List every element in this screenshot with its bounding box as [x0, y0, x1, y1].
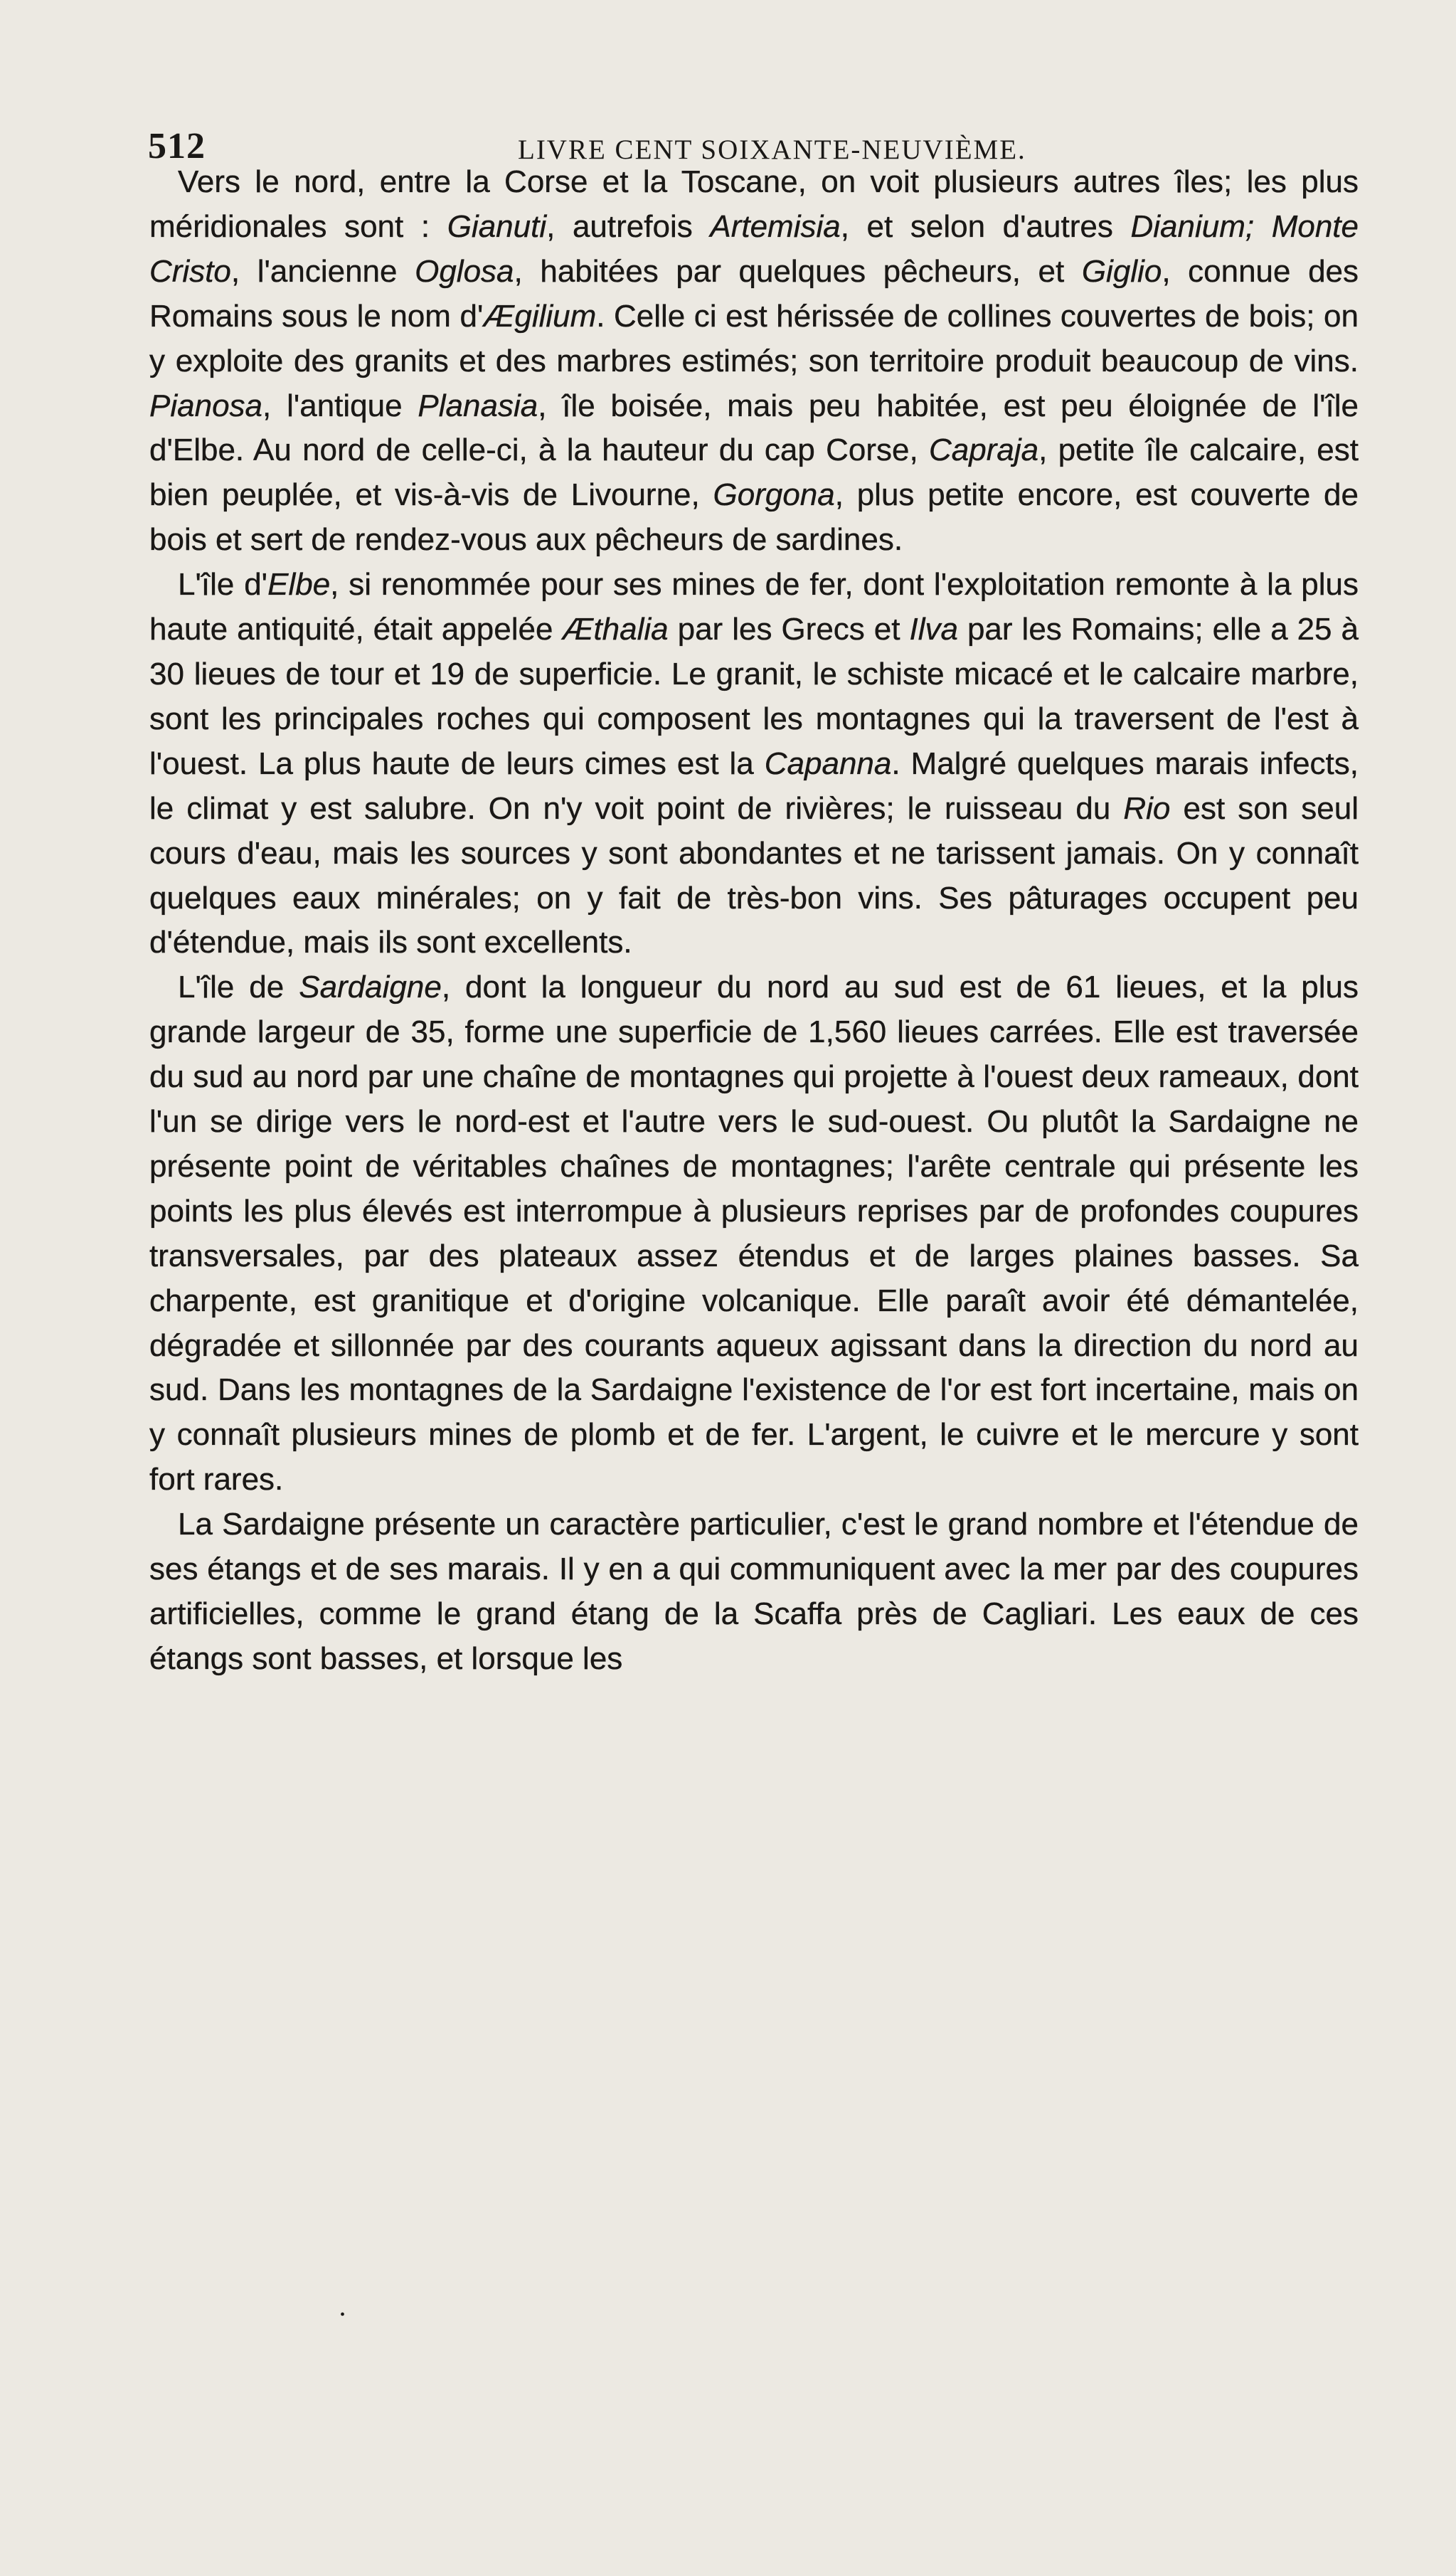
- italic-term: Artemisia: [710, 208, 841, 244]
- paragraph-islands-north: [149, 160, 1359, 563]
- italic-term: Planasia: [418, 388, 538, 423]
- text-run: L'île de: [178, 970, 299, 1005]
- italic-term: Sardaigne: [299, 970, 442, 1005]
- italic-term: Oglosa: [415, 253, 514, 289]
- page-end-mark: •: [340, 2307, 346, 2323]
- italic-term: Capraja: [929, 433, 1039, 468]
- italic-term: Ægilium: [483, 298, 597, 334]
- running-title: LIVRE CENT SOIXANTE-NEUVIÈME.: [518, 134, 1026, 165]
- italic-term: Pianosa: [149, 388, 263, 423]
- text-run: , île boisée, mais peu habitée, est peu éloignée de l'île d'Elbe. Au nord de celle-ci, à la hauteur du cap Corse,: [149, 388, 1359, 468]
- text-run: , petite île calcaire, est bien peuplée, et vis-à-vis de Livourne,: [149, 433, 1359, 513]
- paragraph-sardinia-lakes: [149, 1502, 1359, 1682]
- paragraph-elba: [149, 563, 1359, 965]
- text-run: par les Romains; elle a 25 à 30 lieues de tour et 19 de superficie. Le granit, le schiste micacé et le calcaire marbre, sont les principales roches qui composent les montagnes qui la traversent de l'est à l'ouest. La plus haute de leurs cimes est la: [149, 612, 1359, 781]
- italic-term: Gorgona: [713, 477, 835, 513]
- text-run: . Celle ci est hérissée de collines couvertes de bois; on y exploite des granits et des marbres estimés; son territoire produit beaucoup de vins.: [149, 298, 1359, 378]
- text-run: , et selon d'autres: [840, 208, 1131, 244]
- italic-term: Capanna: [764, 746, 892, 781]
- italic-term: Giglio: [1081, 253, 1162, 289]
- text-run: , l'ancienne: [230, 253, 415, 289]
- text-run: , dont la longueur du nord au sud est de 61 lieues, et la plus grande largeur de 35, forme une superficie de 1,560 lieues carrées. Elle est traversée du sud au nord par une chaîne de montagnes qui projette à l'ouest deux rameaux, dont l'un se dirige vers le nord-est et l'autre vers le sud-ouest. Ou plutôt la Sardaigne ne présente point de véritables chaînes de montagnes; l'arête centrale qui présente les points les plus élevés est interrompue à plusieurs reprises par de profondes coupures transversales, par des plateaux assez étendus et de larges plaines basses. Sa charpente, est granitique et d'origine volcanique. Elle paraît avoir été démantelée, dégradée et sillonnée par des courants aqueux agissant dans la direction du nord au sud. Dans les montagnes de la Sardaigne l'existence de l'or est fort incertaine, mais on y connaît plusieurs mines de plomb et de fer. L'argent, le cuivre et le mercure y sont fort rares.: [149, 970, 1359, 1498]
- text-run: La Sardaigne présente un caractère particulier, c'est le grand nombre et l'étendue de ses étangs et de ses marais. Il y en a qui communiquent avec la mer par des coupures artificielles, comme le grand étang de la Scaffa près de Cagliari. Les eaux de ces étangs sont basses, et lorsque les: [149, 1507, 1359, 1676]
- text-run: , plus petite encore, est couverte de bois et sert de rendez-vous aux pêcheurs de sardines.: [149, 477, 1359, 558]
- page-number: 512: [148, 126, 206, 166]
- italic-term: Ilva: [909, 612, 958, 647]
- italic-term: Rio: [1123, 790, 1171, 826]
- italic-term: Elbe: [267, 567, 331, 603]
- text-run: par les Grecs et: [668, 612, 910, 647]
- text-run: , autrefois: [546, 208, 711, 244]
- text-run: . Malgré quelques marais infects, le climat y est salubre. On n'y voit point de rivières; le ruisseau du: [149, 746, 1359, 826]
- text-run: L'île d': [178, 567, 268, 603]
- text-run: Vers le nord, entre la Corse et la Toscane, on voit plusieurs autres îles; les plus méridionales sont :: [149, 164, 1359, 244]
- italic-term: Dianium; Monte Cristo: [149, 208, 1359, 289]
- text-run: , l'antique: [262, 388, 418, 423]
- italic-term: Gianuti: [447, 208, 547, 244]
- text-run: , habitées par quelques pêcheurs, et: [514, 253, 1082, 289]
- body-text: [149, 160, 1359, 1682]
- paragraph-sardinia: [149, 965, 1359, 1502]
- text-run: , si renommée pour ses mines de fer, dont l'exploitation remonte à la plus haute antiquité, était appelée: [149, 567, 1359, 647]
- text-run: est son seul cours d'eau, mais les sources y sont abondantes et ne tarissent jamais. On y connaît quelques eaux minérales; on y fait de très-bon vins. Ses pâturages occupent peu d'étendue, mais ils sont excellents.: [149, 790, 1359, 960]
- text-run: , connue des Romains sous le nom d': [149, 253, 1359, 334]
- italic-term: Æthalia: [562, 612, 669, 647]
